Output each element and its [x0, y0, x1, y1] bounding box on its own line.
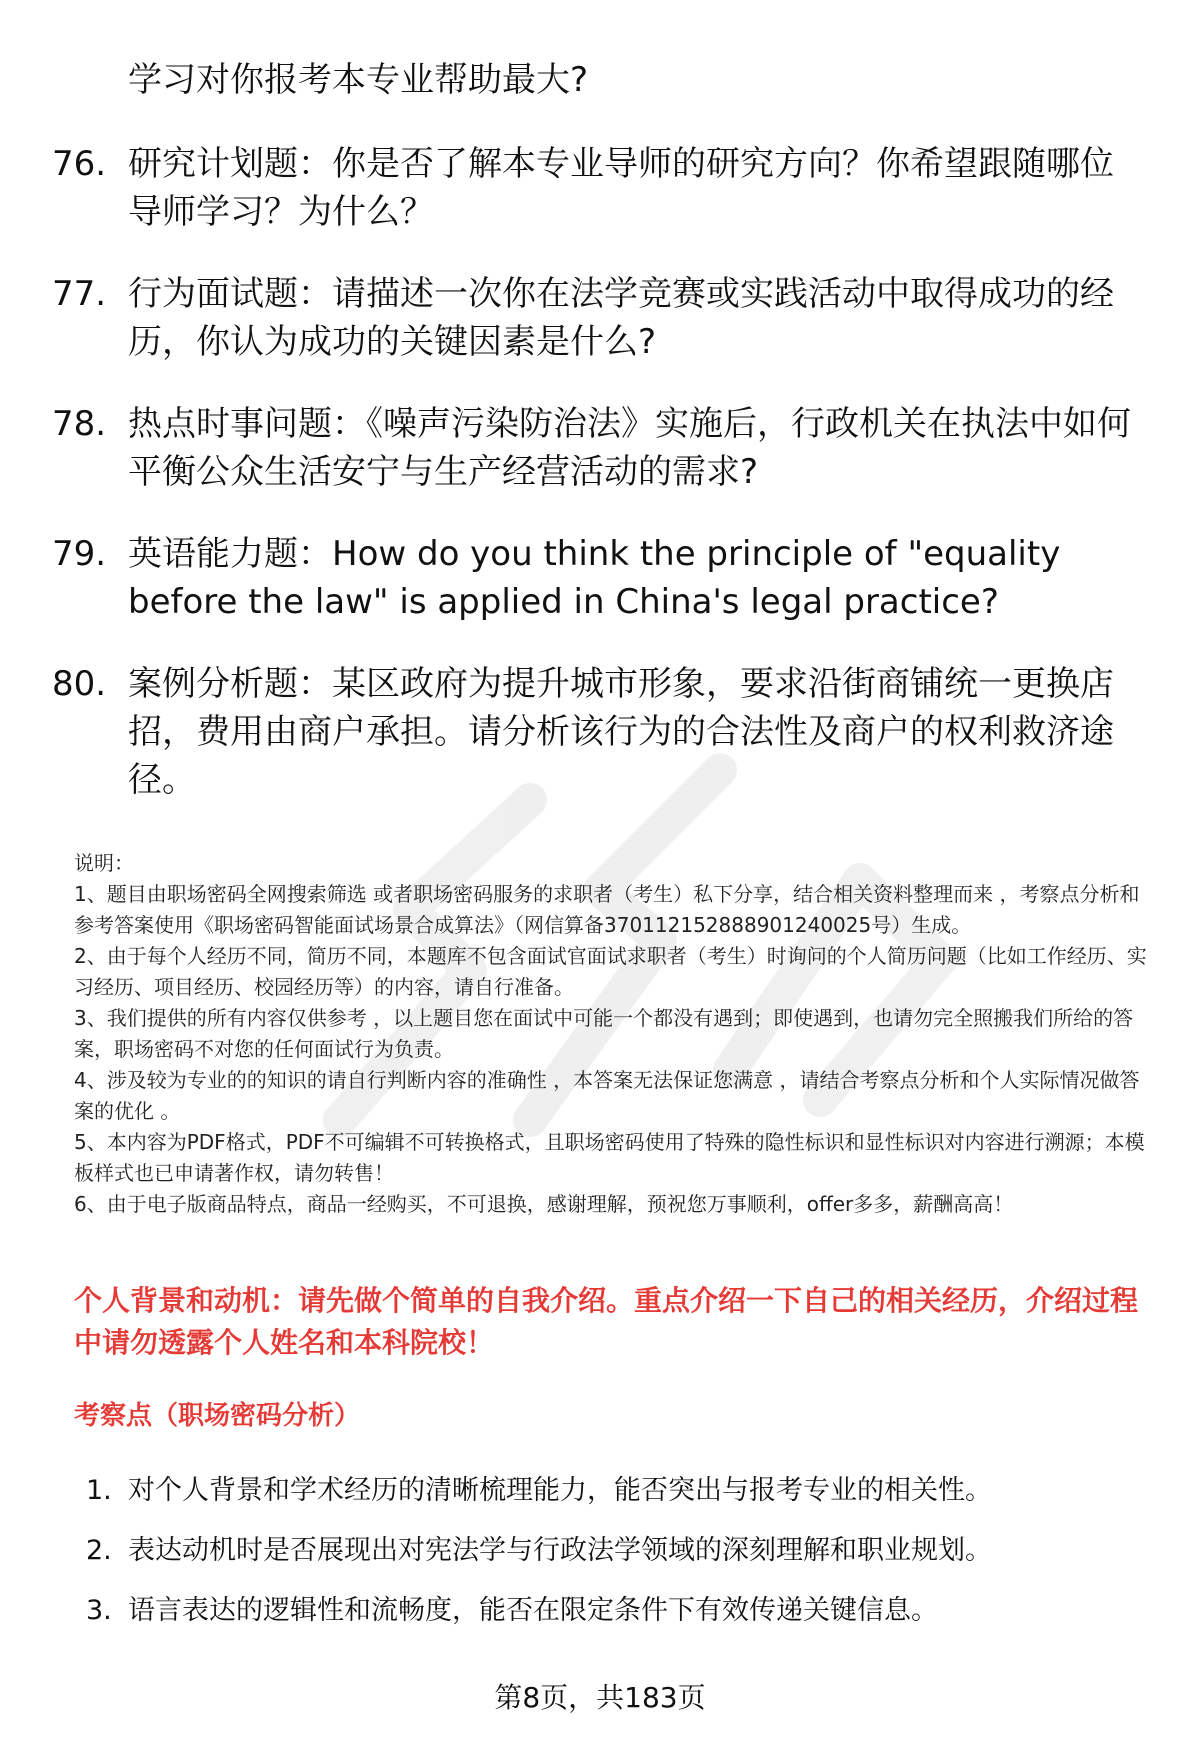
point-text: 表达动机时是否展现出对宪法学与行政法学领域的深刻理解和职业规划。 — [128, 1535, 992, 1566]
notes-title: 说明： — [74, 851, 134, 875]
question-list — [0, 140, 1200, 838]
page-footer: 第8页，共183页 — [494, 1681, 706, 1714]
notes-section — [74, 848, 1154, 1220]
analysis-point — [0, 1472, 1200, 1510]
note-item: 4、涉及较为专业的的知识的请自行判断内容的准确性 ，本答案无法保证您满意 ，请结合考察点分析和个人实际情况做答案的优化 。 — [74, 1068, 1140, 1123]
note-item: 1、题目由职场密码全网搜索筛选 或者职场密码服务的求职者（考生）私下分享，结合相关资料整理而来 ，考察点分析和参考答案使用《职场密码智能面试场景合成算法》（网信算备370112152888901240025号）生成。 — [74, 882, 1140, 937]
question-text: 研究计划题：你是否了解本专业导师的研究方向？你希望跟随哪位导师学习？为什么？ — [128, 144, 1114, 232]
question-number: 79. — [52, 534, 107, 574]
question-item — [0, 140, 1200, 236]
question-number: 77. — [52, 274, 107, 314]
question-item — [0, 530, 1200, 626]
question-item — [0, 660, 1200, 804]
question-number: 80. — [52, 664, 107, 704]
question-text: 热点时事问题：《噪声污染防治法》实施后，行政机关在执法中如何平衡公众生活安宁与生产经营活动的需求? — [128, 404, 1131, 492]
section-heading: 个人背景和动机：请先做个简单的自我介绍。重点介绍一下自己的相关经历，介绍过程中请勿透露个人姓名和本科院校！ — [74, 1284, 1139, 1359]
question-number: 78. — [52, 404, 107, 444]
question-text: 行为面试题：请描述一次你在法学竞赛或实践活动中取得成功的经历，你认为成功的关键因素是什么? — [128, 274, 1114, 362]
question-text: 英语能力题：How do you think the principle of "equality before the law" is applied in China's legal practice? — [128, 534, 1061, 622]
question-item — [0, 400, 1200, 496]
note-item: 2、由于每个人经历不同，简历不同，本题库不包含面试官面试求职者（考生）时询问的个人简历问题（比如工作经历、实习经历、项目经历、校园经历等）的内容，请自行准备。 — [74, 944, 1147, 999]
note-item: 6、由于电子版商品特点，商品一经购买，不可退换，感谢理解，预祝您万事顺利，offer多多，薪酬高高！ — [74, 1192, 1014, 1216]
analysis-points-list — [0, 1472, 1200, 1652]
question-continuation: 学习对你报考本专业帮助最大? — [128, 60, 589, 100]
point-number: 3. — [86, 1595, 112, 1626]
note-item: 3、我们提供的所有内容仅供参考 ，以上题目您在面试中可能一个都没有遇到；即使遇到，也请勿完全照搬我们所给的答案，职场密码不对您的任何面试行为负责。 — [74, 1006, 1134, 1061]
question-item — [0, 270, 1200, 366]
point-text: 语言表达的逻辑性和流畅度，能否在限定条件下有效传递关键信息。 — [128, 1595, 938, 1626]
question-number: 76. — [52, 144, 107, 184]
point-text: 对个人背景和学术经历的清晰梳理能力，能否突出与报考专业的相关性。 — [128, 1475, 992, 1506]
point-number: 1. — [86, 1475, 112, 1506]
note-item: 5、本内容为PDF格式，PDF不可编辑不可转换格式，且职场密码使用了特殊的隐性标识和显性标识对内容进行溯源；本模板样式也已申请著作权，请勿转售！ — [74, 1130, 1145, 1185]
analysis-point — [0, 1532, 1200, 1570]
analysis-heading: 考察点（职场密码分析） — [74, 1401, 361, 1431]
analysis-point — [0, 1592, 1200, 1630]
question-text: 案例分析题：某区政府为提升城市形象，要求沿街商铺统一更换店招，费用由商户承担。请分析该行为的合法性及商户的权利救济途径。 — [128, 664, 1114, 800]
point-number: 2. — [86, 1535, 112, 1566]
